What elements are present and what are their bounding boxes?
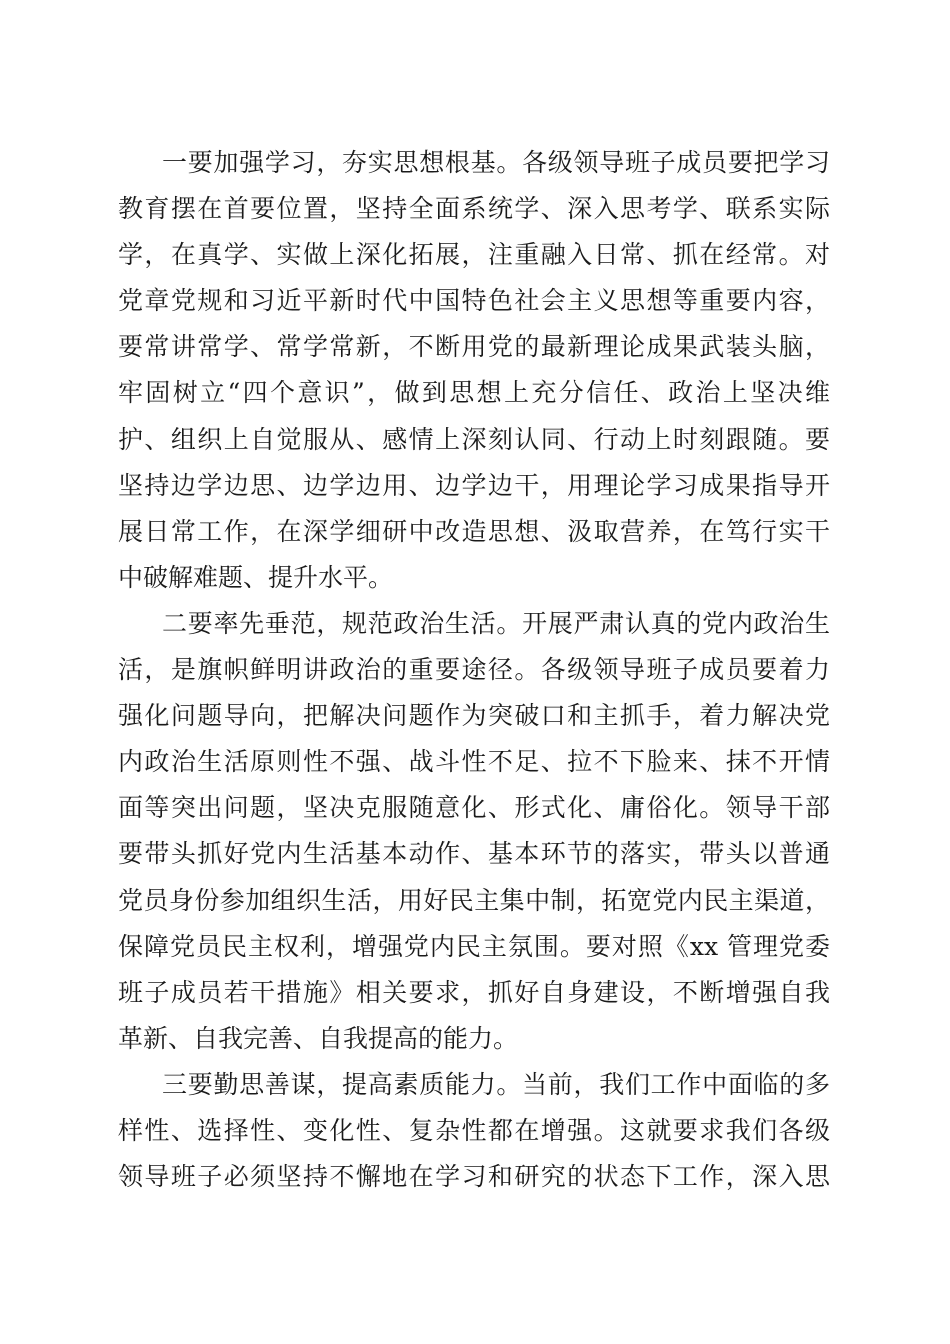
paragraph-line: 革新、自我完善、自我提高的能力。 bbox=[118, 1023, 519, 1053]
paragraph-line: 要常讲常学、常学常新，不断用党的最新理论成果武装头脑， bbox=[118, 332, 830, 362]
paragraph-line: 班子成员若干措施》相关要求，抓好自身建设，不断增强自我 bbox=[118, 977, 830, 1007]
paragraph-line: 样性、选择性、变化性、复杂性都在增强。这就要求我们各级 bbox=[118, 1115, 830, 1145]
paragraph-line: 牢固树立“四个意识”，做到思想上充分信任、政治上坚决维 bbox=[118, 378, 830, 408]
paragraph-line: 教育摆在首要位置，坚持全面系统学、深入思考学、联系实际 bbox=[118, 194, 830, 224]
document-body bbox=[118, 140, 830, 1200]
paragraph-line: 强化问题导向，把解决问题作为突破口和主抓手，着力解决党 bbox=[118, 701, 830, 731]
paragraph-line: 坚持边学边思、边学边用、边学边干，用理论学习成果指导开 bbox=[118, 470, 830, 500]
paragraph-line: 护、组织上自觉服从、感情上深刻认同、行动上时刻跟随。要 bbox=[118, 424, 830, 454]
paragraph-line: 内政治生活原则性不强、战斗性不足、拉不下脸来、抹不开情 bbox=[118, 747, 830, 777]
paragraph-line: 二要率先垂范，规范政治生活。开展严肃认真的党内政治生 bbox=[162, 608, 830, 638]
paragraph-line: 保障党员民主权利，增强党内民主氛围。要对照《xx 管理党委 bbox=[118, 931, 830, 961]
paragraph-line: 三要勤思善谋，提高素质能力。当前，我们工作中面临的多 bbox=[162, 1069, 830, 1099]
paragraph-line: 展日常工作，在深学细研中改造思想、汲取营养，在笃行实干 bbox=[118, 516, 830, 546]
paragraph-1 bbox=[118, 140, 830, 601]
paragraph-line: 党章党规和习近平新时代中国特色社会主义思想等重要内容， bbox=[118, 286, 830, 316]
paragraph-2 bbox=[118, 601, 830, 1062]
paragraph-line: 领导班子必须坚持不懈地在学习和研究的状态下工作，深入思 bbox=[118, 1162, 830, 1192]
paragraph-line: 要带头抓好党内生活基本动作、基本环节的落实，带头以普通 bbox=[118, 839, 830, 869]
paragraph-line: 面等突出问题，坚决克服随意化、形式化、庸俗化。领导干部 bbox=[118, 793, 830, 823]
paragraph-line: 党员身份参加组织生活，用好民主集中制，拓宽党内民主渠道， bbox=[118, 885, 830, 915]
paragraph-line: 一要加强学习，夯实思想根基。各级领导班子成员要把学习 bbox=[162, 148, 830, 177]
paragraph-3 bbox=[118, 1062, 830, 1200]
paragraph-line: 活，是旗帜鲜明讲政治的重要途径。各级领导班子成员要着力 bbox=[118, 655, 830, 685]
paragraph-line: 学，在真学、实做上深化拓展，注重融入日常、抓在经常。对 bbox=[118, 240, 830, 270]
paragraph-line: 中破解难题、提升水平。 bbox=[118, 562, 394, 592]
